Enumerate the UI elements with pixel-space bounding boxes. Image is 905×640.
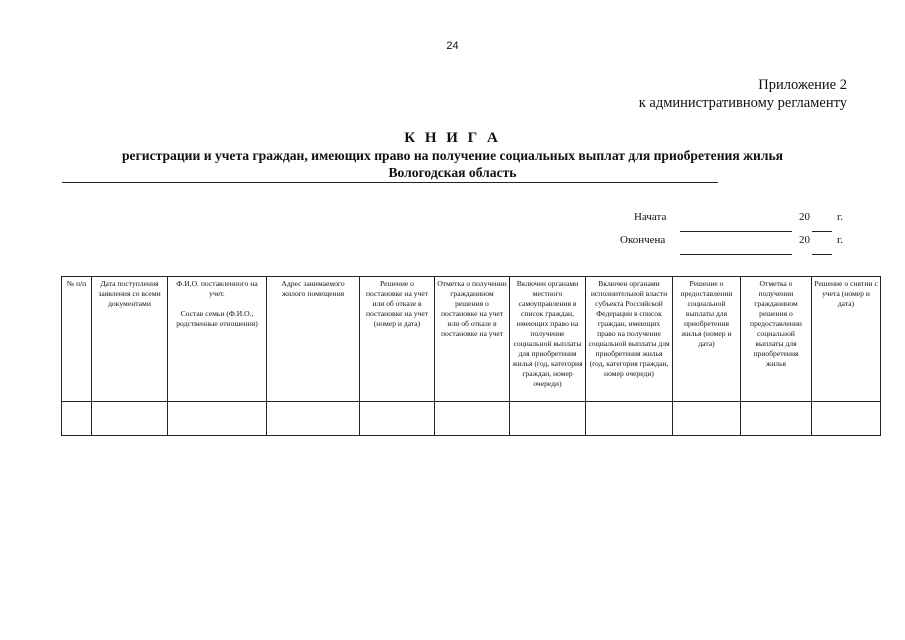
table-cell[interactable] <box>741 402 812 436</box>
ended-year-prefix: 20 <box>799 234 810 246</box>
column-header-local-list: Включен органами местного самоуправления в список граждан, имеющих право на получение социальной выплаты для приобретения жилья (год, категория граждан, номер очереди) <box>510 277 586 402</box>
column-header-payment-receipt: Отметка о получении гражданином решения о предоставлении социальной выплаты для приобретения жилья <box>741 277 812 402</box>
column-header-decision-receipt: Отметка о получении гражданином решения о постановке на учет или об отказе в постановке на учет <box>435 277 510 402</box>
book-dates <box>0 0 905 270</box>
column-header-payment-decision: Решение о предоставлении социальной выплаты для приобретения жилья (номер и дата) <box>673 277 741 402</box>
table-cell[interactable] <box>435 402 510 436</box>
started-year-line <box>812 231 832 232</box>
book-title: К Н И Г А <box>404 130 501 146</box>
column-header-full-name <box>168 277 267 402</box>
ended-date-line <box>680 254 792 255</box>
table-cell[interactable] <box>586 402 673 436</box>
column-header-full-name-label: Ф.И.О. поставленного на учет. <box>176 279 258 298</box>
table-cell[interactable] <box>673 402 741 436</box>
started-label: Начата <box>634 211 667 223</box>
table-cell[interactable] <box>267 402 360 436</box>
started-date-line <box>680 231 792 232</box>
table-cell[interactable] <box>62 402 92 436</box>
column-header-deregistration: Решение о снятии с учета (номер и дата) <box>812 277 881 402</box>
table-cell[interactable] <box>812 402 881 436</box>
column-header-regional-list: Включен органами исполнительной власти субъекта Российской Федерации в список граждан, имеющих право на получение социальной выплаты для приобретения жилья (год, категория граждан, номер очереди) <box>586 277 673 402</box>
appendix-line-1: Приложение 2 <box>758 77 847 93</box>
register-header-row <box>62 277 881 402</box>
table-row <box>62 402 881 436</box>
book-region: Вологодская область <box>388 165 517 180</box>
table-cell[interactable] <box>510 402 586 436</box>
started-year-prefix: 20 <box>799 211 810 223</box>
column-header-number: № п/п <box>62 277 92 402</box>
started-year-suffix: г. <box>837 211 844 223</box>
ended-year-line <box>812 254 832 255</box>
table-cell[interactable] <box>360 402 435 436</box>
table-cell[interactable] <box>168 402 267 436</box>
table-cell[interactable] <box>92 402 168 436</box>
register-table <box>61 276 881 436</box>
ended-year-suffix: г. <box>837 234 844 246</box>
appendix-line-2: к административному регламенту <box>638 95 847 111</box>
ended-label: Окончена <box>620 234 666 246</box>
column-header-registration-decision: Решение о постановке на учет или об отказе в постановке на учет (номер и дата) <box>360 277 435 402</box>
column-header-address: Адрес занимаемого жилого помещения <box>267 277 360 402</box>
page-number: 24 <box>446 40 459 52</box>
book-subtitle: регистрации и учета граждан, имеющих право на получение социальных выплат для приобретения жилья <box>122 148 783 163</box>
column-header-application-date: Дата поступления заявления со всеми документами <box>92 277 168 402</box>
column-header-family-composition: Состав семьи (Ф.И.О., родственные отношения) <box>176 309 258 328</box>
